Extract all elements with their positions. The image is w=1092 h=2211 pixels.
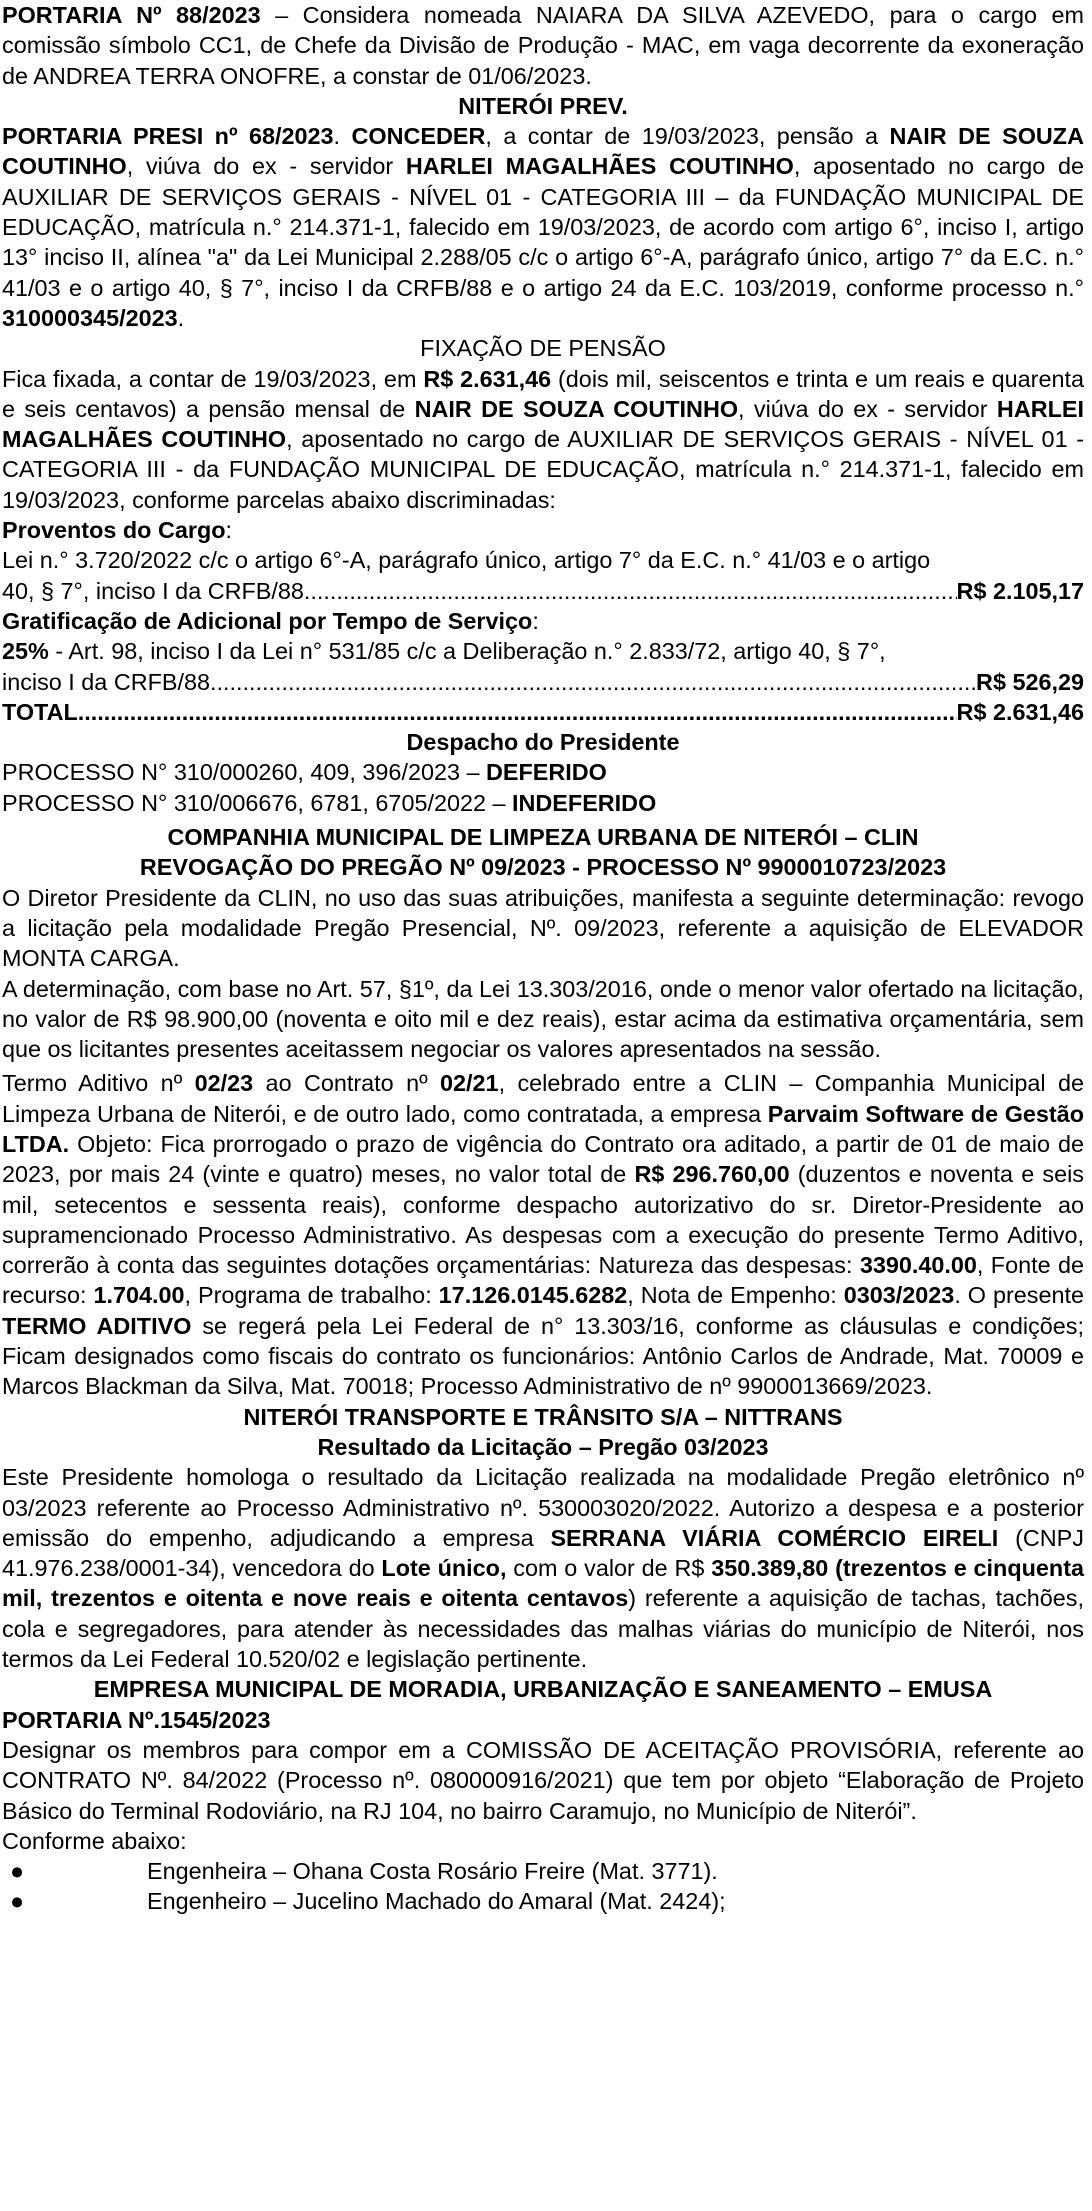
fixacao-paragraph: Fica fixada, a contar de 19/03/2023, em R$ 2.631,46 (dois mil, seiscentos e trinta e um reais e quarenta e seis centavos) a pensão mensal de NAIR DE SOUZA COUTINHO, viúva do ex - servidor HARLEI MAGALHÃES COUTINHO, aposentado no cargo de AUXILIAR DE SERVIÇOS GERAIS - NÍVEL 01 - CATEGORIA III - da FUNDAÇÃO MUNICIPAL DE EDUCAÇÃO, matrícula n.° 214.371-1, falecido em 19/03/2023, conforme parcelas abaixo discriminadas: bbox=[2, 365, 1084, 513]
total-line: TOTAL ..... R$ 2.631,46 bbox=[2, 697, 1084, 727]
emusa-member-list bbox=[2, 1856, 1084, 1917]
emusa-heading: EMPRESA MUNICIPAL DE MORADIA, URBANIZAÇÃO E SANEAMENTO – EMUSA bbox=[93, 1676, 993, 1703]
clin-paragraph-1: O Diretor Presidente da CLIN, no uso das suas atribuições, manifesta a seguinte determinação: revogo a licitação pela modalidade Pregão Presencial, Nº. 09/2023, referente a aquisição de ELEVADOR MONTA CARGA. bbox=[2, 884, 1084, 972]
bullet-icon: ● bbox=[10, 1888, 25, 1915]
lei-line-1: Lei n.° 3.720/2022 c/c o artigo 6°-A, parágrafo único, artigo 7° da E.C. n.° 41/03 e o artigo bbox=[2, 547, 931, 574]
gratificacao-line: inciso I da CRFB/88 ..... R$ 526,29 bbox=[2, 667, 1084, 697]
portaria-presi-title: PORTARIA PRESI nº 68/2023 bbox=[2, 123, 334, 150]
despacho-line-2: PROCESSO N° 310/006676, 6781, 6705/2022 – INDEFERIDO bbox=[2, 789, 657, 816]
nittrans-paragraph: Este Presidente homologa o resultado da Licitação realizada na modalidade Pregão eletrônico nº 03/2023 referente ao Processo Administrativo nº. 530003020/2022. Autorizo a despesa e a posterior emissão do empenho, adjudicando a empresa SERRANA VIÁRIA COMÉRCIO EIRELI (CNPJ 41.976.238/0001-34), vencedora do Lote único, com o valor de R$ 350.389,80 (trezentos e cinquenta mil, trezentos e oitenta e nove reais e oitenta centavos) referente a aquisição de tachas, tachões, cola e segregadores, para atender às necessidades das malhas viárias do município de Niterói, nos termos da Lei Federal 10.520/02 e legislação pertinente. bbox=[2, 1464, 1084, 1673]
gratificacao-label: Gratificação de Adicional por Tempo de Serviço: bbox=[2, 607, 539, 634]
portaria-88-title: PORTARIA Nº 88/2023 bbox=[2, 2, 261, 28]
bullet-icon: ● bbox=[10, 1858, 25, 1885]
nittrans-subheading: Resultado da Licitação – Pregão 03/2023 bbox=[317, 1433, 769, 1460]
fixacao-heading: FIXAÇÃO DE PENSÃO bbox=[420, 335, 666, 362]
proventos-label: Proventos do Cargo: bbox=[2, 517, 233, 544]
total-value: R$ 2.631,46 bbox=[956, 698, 1084, 725]
list-item: ● Engenheira – Ohana Costa Rosário Freire (Mat. 3771). bbox=[2, 1856, 1084, 1886]
proventos-line: 40, § 7°, inciso I da CRFB/88 ..... R$ 2.105,17 bbox=[2, 576, 1084, 606]
gratificacao-value: R$ 526,29 bbox=[976, 668, 1084, 695]
clin-subheading: REVOGAÇÃO DO PREGÃO Nº 09/2023 - PROCESSO Nº 9900010723/2023 bbox=[139, 854, 947, 881]
despacho-heading: Despacho do Presidente bbox=[406, 729, 680, 756]
emusa-paragraph: Designar os membros para compor em a COMISSÃO DE ACEITAÇÃO PROVISÓRIA, referente ao CONTRATO Nº. 84/2022 (Processo nº. 080000916/2021) que tem por objeto “Elaboração de Projeto Básico do Terminal Rodoviário, na RJ 104, no bairro Caramujo, no Município de Niterói”. bbox=[2, 1736, 1084, 1824]
proventos-value: R$ 2.105,17 bbox=[956, 577, 1084, 604]
portaria-88-paragraph: PORTARIA Nº 88/2023 – Considera nomeada NAIARA DA SILVA AZEVEDO, para o cargo em comissão símbolo CC1, de Chefe da Divisão de Produção - MAC, em vaga decorrente da exoneração de ANDREA TERRA ONOFRE, a constar de 01/06/2023. bbox=[2, 2, 1085, 89]
list-item: ● Engenheiro – Jucelino Machado do Amaral (Mat. 2424); bbox=[2, 1886, 1084, 1916]
emusa-portaria-title: PORTARIA Nº.1545/2023 bbox=[2, 1706, 271, 1733]
gratificacao-line-1: 25% - Art. 98, inciso I da Lei n° 531/85 c/c a Deliberação n.° 2.833/72, artigo 40, § 7°, bbox=[2, 638, 886, 665]
emusa-conforme: Conforme abaixo: bbox=[2, 1827, 187, 1854]
nittrans-heading: NITERÓI TRANSPORTE E TRÂNSITO S/A – NITTRANS bbox=[243, 1403, 843, 1430]
despacho-line-1: PROCESSO N° 310/000260, 409, 396/2023 – DEFERIDO bbox=[2, 759, 607, 786]
portaria-presi-paragraph: PORTARIA PRESI nº 68/2023. CONCEDER, a contar de 19/03/2023, pensão a NAIR DE SOUZA COUTINHO, viúva do ex - servidor HARLEI MAGALHÃES COUTINHO, aposentado no cargo de AUXILIAR DE SERVIÇOS GERAIS - NÍVEL 01 - CATEGORIA III – da FUNDAÇÃO MUNICIPAL DE EDUCAÇÃO, matrícula n.° 214.371-1, falecido em 19/03/2023, de acordo com artigo 6°, inciso I, artigo 13° inciso II, alínea "a" da Lei Municipal 2.288/05 c/c o artigo 6°-A, parágrafo único, artigo 7° da E.C. n.° 41/03 e o artigo 40, § 7°, inciso I da CRFB/88 e o artigo 24 da E.C. 103/2019, conforme processo n.° 310000345/2023. bbox=[2, 123, 1084, 331]
clin-heading: COMPANHIA MUNICIPAL DE LIMPEZA URBANA DE NITERÓI – CLIN bbox=[167, 824, 919, 851]
niteroi-prev-heading: NITERÓI PREV. bbox=[458, 92, 628, 119]
clin-paragraph-2: A determinação, com base no Art. 57, §1º, da Lei 13.303/2016, onde o menor valor ofertado na licitação, no valor de R$ 98.900,00 (noventa e oito mil e dez reais), estar acima da estimativa orçamentária, sem que os licitantes presentes aceitassem negociar os valores apresentados na sessão. bbox=[2, 975, 1084, 1063]
clin-termo-aditivo-paragraph: Termo Aditivo nº 02/23 ao Contrato nº 02/21, celebrado entre a CLIN – Companhia Municipal de Limpeza Urbana de Niterói, e de outro lado, como contratada, a empresa Parvaim Software de Gestão LTDA. Objeto: Fica prorrogado o prazo de vigência do Contrato ora aditado, a partir de 01 de maio de 2023, por mais 24 (vinte e quatro) meses, no valor total de R$ 296.760,00 (duzentos e noventa e seis mil, setecentos e sessenta reais), conforme despacho autorizativo do sr. Diretor-Presidente ao supramencionado Processo Administrativo. As despesas com a execução do presente Termo Aditivo, correrão à conta das seguintes dotações orçamentárias: Natureza das despesas: 3390.40.00, Fonte de recurso: 1.704.00, Programa de trabalho: 17.126.0145.6282, Nota de Empenho: 0303/2023. O presente TERMO ADITIVO se regerá pela Lei Federal de n° 13.303/16, conforme as cláusulas e condições; Ficam designados como fiscais do contrato os funcionários: Antônio Carlos de Andrade, Mat. 70009 e Marcos Blackman da Silva, Mat. 70018; Processo Administrativo de nº 9900013669/2023. bbox=[2, 1070, 1085, 1400]
